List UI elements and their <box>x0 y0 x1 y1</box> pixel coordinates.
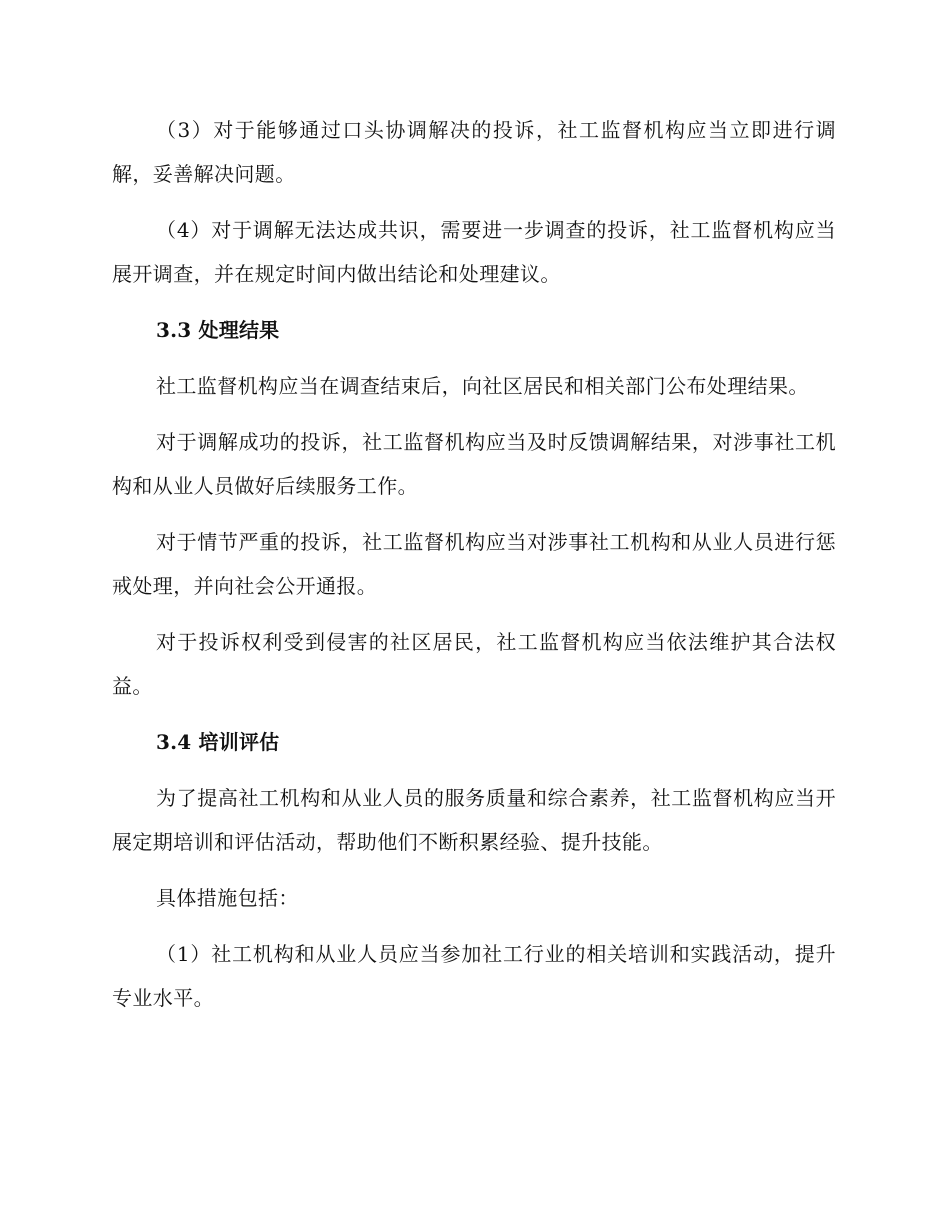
paragraph-gap <box>112 352 836 364</box>
section-heading-3-4: 3.4 培训评估 <box>156 730 280 754</box>
paragraph-item-4: （4）对于调解无法达成共识，需要进一步调查的投诉，社工监督机构应当展开调查，并在规定时间内做出结论和处理建议。 <box>112 218 836 286</box>
document-body <box>112 108 836 1020</box>
paragraph-gap <box>112 408 836 420</box>
paragraph-results-intro: 社工监督机构应当在调查结束后，向社区居民和相关部门公布处理结果。 <box>156 374 809 398</box>
paragraph-measures-label: 具体措施包括： <box>156 886 299 910</box>
paragraph-gap <box>112 296 836 308</box>
paragraph-gap <box>112 920 836 932</box>
paragraph-training-intro: 为了提高社工机构和从业人员的服务质量和综合素养，社工监督机构应当开展定期培训和评估活动，帮助他们不断积累经验、提升技能。 <box>112 786 836 854</box>
paragraph-results-rights: 对于投诉权利受到侵害的社区居民，社工监督机构应当依法维护其合法权益。 <box>112 630 836 698</box>
paragraph-gap <box>112 608 836 620</box>
paragraph-results-serious: 对于情节严重的投诉，社工监督机构应当对涉事社工机构和从业人员进行惩戒处理，并向社会公开通报。 <box>112 530 836 598</box>
paragraph-gap <box>112 708 836 720</box>
paragraph-item-3: （3）对于能够通过口头协调解决的投诉，社工监督机构应当立即进行调解，妥善解决问题。 <box>112 118 836 186</box>
paragraph-gap <box>112 864 836 876</box>
section-heading-3-3: 3.3 处理结果 <box>156 318 280 342</box>
paragraph-gap <box>112 764 836 776</box>
paragraph-results-success: 对于调解成功的投诉，社工监督机构应当及时反馈调解结果，对涉事社工机构和从业人员做好后续服务工作。 <box>112 430 836 498</box>
paragraph-gap <box>112 196 836 208</box>
paragraph-gap <box>112 508 836 520</box>
paragraph-item-1: （1）社工机构和从业人员应当参加社工行业的相关培训和实践活动，提升专业水平。 <box>112 942 836 1010</box>
